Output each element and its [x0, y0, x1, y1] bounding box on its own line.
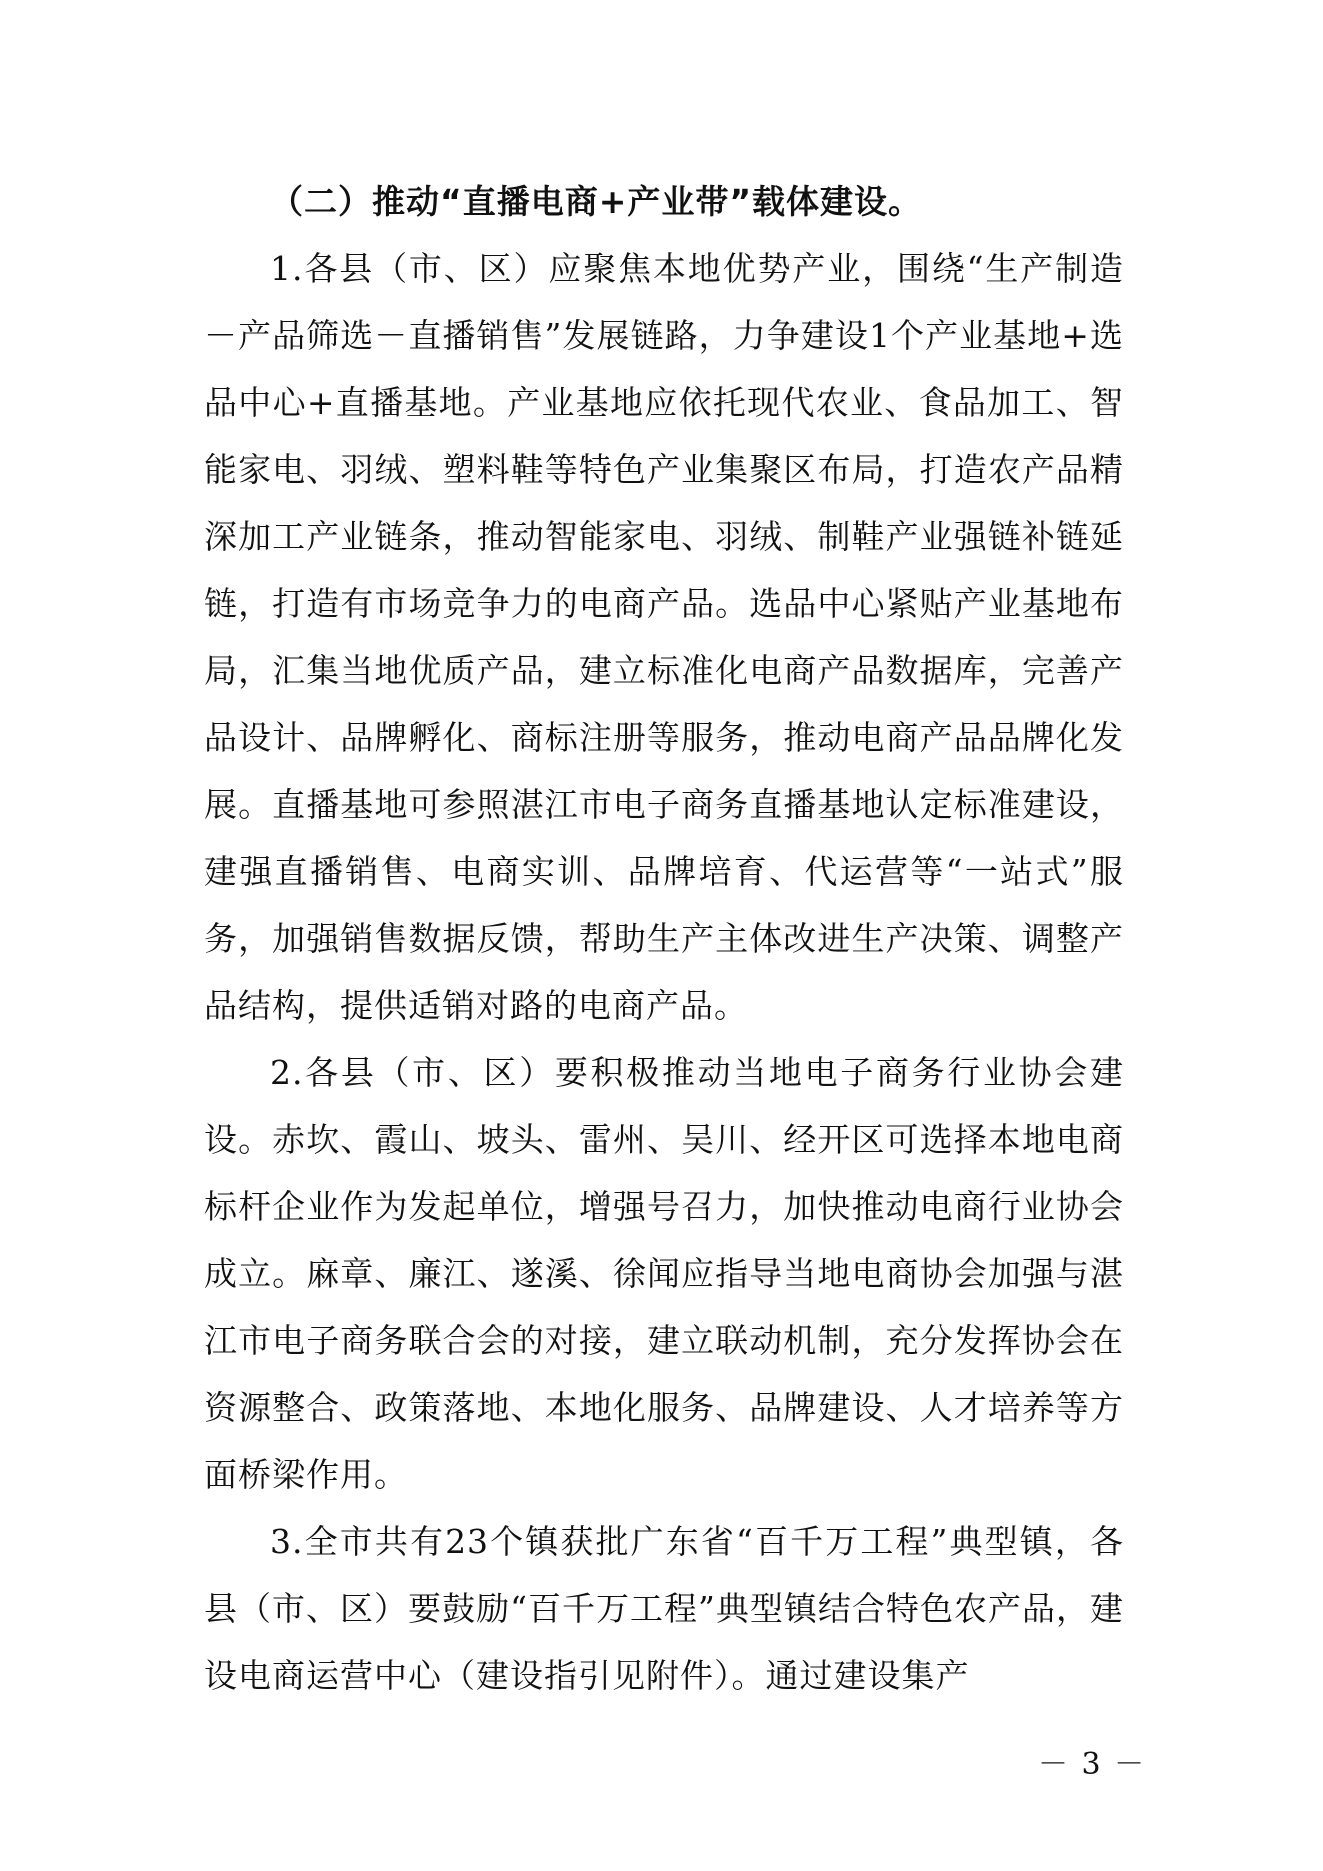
section-heading: （二）推动“直播电商+产业带”载体建设。 [270, 182, 923, 221]
paragraph-2: 2.各县（市、区）要积极推动当地电子商务行业协会建设。赤坎、霞山、坡头、雷州、吴川、经开区可选择本地电商标杆企业作为发起单位，增强号召力，加快推动电商行业协会成立。麻章、廉江、遂溪、徐闻应指导当地电商协会加强与湛江市电子商务联合会的对接，建立联动机制，充分发挥协会在资源整合、政策落地、本地化服务、品牌建设、人才培养等方面桥梁作用。 [204, 1053, 1124, 1494]
document-body [204, 168, 1124, 1709]
paragraph-1: 1.各县（市、区）应聚焦本地优势产业，围绕“生产制造－产品筛选－直播销售”发展链路，力争建设1个产业基地+选品中心+直播基地。产业基地应依托现代农业、食品加工、智能家电、羽绒、塑料鞋等特色产业集聚区布局，打造农产品精深加工产业链条，推动智能家电、羽绒、制鞋产业强链补链延链，打造有市场竞争力的电商产品。选品中心紧贴产业基地布局，汇集当地优质产品，建立标准化电商产品数据库，完善产品设计、品牌孵化、商标注册等服务，推动电商产品品牌化发展。直播基地可参照湛江市电子商务直播基地认定标准建设，建强直播销售、电商实训、品牌培育、代运营等“一站式”服务，加强销售数据反馈，帮助生产主体改进生产决策、调整产品结构，提供适销对路的电商产品。 [204, 249, 1124, 1025]
page-number: － 3 － [1038, 1747, 1147, 1782]
paragraph-3: 3.全市共有23个镇获批广东省“百千万工程”典型镇，各县（市、区）要鼓励“百千万工程”典型镇结合特色农产品，建设电商运营中心（建设指引见附件）。通过建设集产 [204, 1522, 1124, 1695]
